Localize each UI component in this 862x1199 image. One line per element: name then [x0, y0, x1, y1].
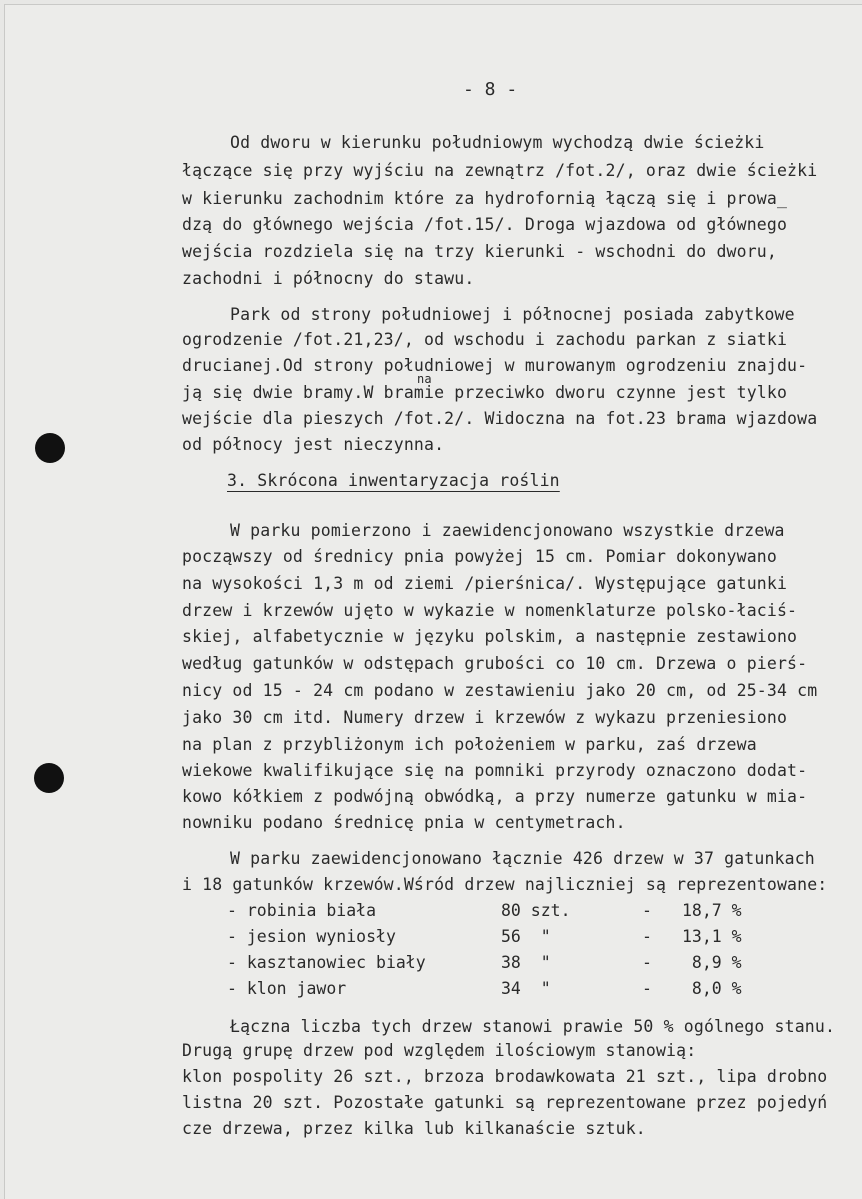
- text-line: od północy jest nieczynna.: [182, 435, 445, 454]
- text-line: jako 30 cm itd. Numery drzew i krzewów z wykazu przeniesiono: [182, 708, 788, 727]
- text-line: drzew i krzewów ujęto w wykazie w nomenklaturze polsko-łaciś-: [182, 601, 798, 620]
- text-line: w kierunku zachodnim które za hydrofornią łączą się i prowa_: [182, 189, 788, 208]
- species-count: 34 ": [501, 979, 551, 998]
- text-line: ją się dwie bramy.W bramie przeciwko dworu czynne jest tylko: [182, 383, 788, 402]
- text-line: na wysokości 1,3 m od ziemi /pierśnica/. Występujące gatunki: [182, 574, 788, 593]
- page-number: - 8 -: [463, 79, 518, 100]
- species-percent: 8,0 %: [682, 979, 742, 998]
- species-count: 80 szt.: [501, 901, 571, 920]
- species-dash: -: [642, 901, 652, 920]
- species-name: - klon jawor: [227, 979, 347, 998]
- text-line: na plan z przybliżonym ich położeniem w parku, zaś drzewa: [182, 735, 757, 754]
- species-percent: 18,7 %: [682, 901, 742, 920]
- section-heading: 3. Skrócona inwentaryzacja roślin: [227, 471, 560, 490]
- text-line: Park od strony południowej i północnej posiada zabytkowe: [230, 305, 795, 324]
- text-line: nowniku podano średnicę pnia w centymetrach.: [182, 813, 626, 832]
- insert-mark: na: [417, 372, 432, 386]
- text-line: listna 20 szt. Pozostałe gatunki są reprezentowane przez pojedyń: [182, 1093, 828, 1112]
- document-page: [4, 4, 862, 1199]
- species-name: - robinia biała: [227, 901, 377, 920]
- species-percent: 8,9 %: [682, 953, 742, 972]
- text-line: drucianej.Od strony południowej w murowanym ogrodzeniu znajdu-: [182, 356, 808, 375]
- text-line: wejście dla pieszych /fot.2/. Widoczna na fot.23 brama wjazdowa: [182, 409, 818, 428]
- text-line: skiej, alfabetycznie w języku polskim, a następnie zestawiono: [182, 627, 798, 646]
- punch-hole: [34, 763, 64, 793]
- text-line: zachodni i północny do stawu.: [182, 269, 475, 288]
- text-line: wiekowe kwalifikujące się na pomniki przyrody oznaczono dodat-: [182, 761, 808, 780]
- text-line: kowo kółkiem z podwójną obwódką, a przy numerze gatunku w mia-: [182, 787, 808, 806]
- text-line: ogrodzenie /fot.21,23/, od wschodu i zachodu parkan z siatki: [182, 330, 788, 349]
- species-name: - jesion wyniosły: [227, 927, 396, 946]
- text-line: cze drzewa, przez kilka lub kilkanaście sztuk.: [182, 1119, 646, 1138]
- text-line: według gatunków w odstępach grubości co 10 cm. Drzewa o pierś-: [182, 654, 808, 673]
- text-line: W parku pomierzono i zaewidencjonowano wszystkie drzewa: [230, 521, 785, 540]
- species-count: 56 ": [501, 927, 551, 946]
- species-count: 38 ": [501, 953, 551, 972]
- text-line: i 18 gatunków krzewów.Wśród drzew najliczniej są reprezentowane:: [182, 875, 828, 894]
- text-line: W parku zaewidencjonowano łącznie 426 drzew w 37 gatunkach: [230, 849, 815, 868]
- species-dash: -: [642, 953, 652, 972]
- text-line: nicy od 15 - 24 cm podano w zestawieniu jako 20 cm, od 25-34 cm: [182, 681, 818, 700]
- species-name: - kasztanowiec biały: [227, 953, 426, 972]
- species-dash: -: [642, 927, 652, 946]
- text-line: począwszy od średnicy pnia powyżej 15 cm. Pomiar dokonywano: [182, 547, 777, 566]
- text-line: Drugą grupę drzew pod względem ilościowym stanowią:: [182, 1041, 697, 1060]
- species-percent: 13,1 %: [682, 927, 742, 946]
- text-line: wejścia rozdziela się na trzy kierunki - wschodni do dworu,: [182, 242, 777, 261]
- text-line: dzą do głównego wejścia /fot.15/. Droga wjazdowa od głównego: [182, 215, 788, 234]
- text-line: Od dworu w kierunku południowym wychodzą dwie ścieżki: [230, 133, 765, 152]
- text-line: Łączna liczba tych drzew stanowi prawie 50 % ogólnego stanu.: [230, 1017, 836, 1036]
- text-line: klon pospolity 26 szt., brzoza brodawkowata 21 szt., lipa drobno: [182, 1067, 828, 1086]
- punch-hole: [35, 433, 65, 463]
- species-dash: -: [642, 979, 652, 998]
- text-line: łączące się przy wyjściu na zewnątrz /fot.2/, oraz dwie ścieżki: [182, 161, 818, 180]
